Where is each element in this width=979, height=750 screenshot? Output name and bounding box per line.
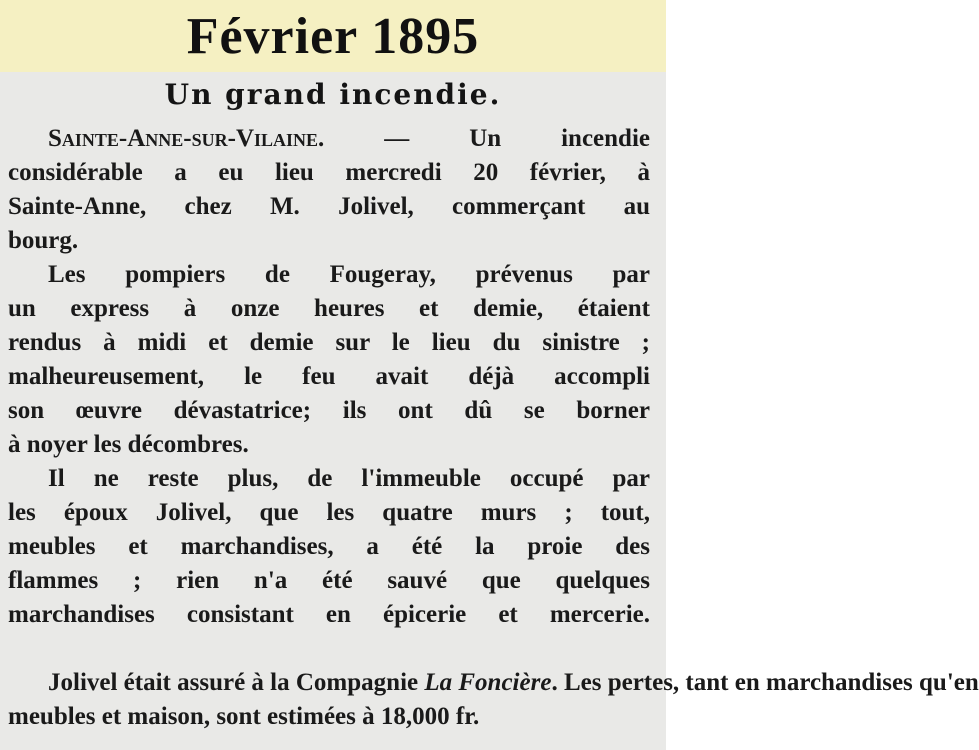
article-headline: Un grand incendie. — [164, 78, 502, 111]
article-line: meubles et maison, sont estimées à 18,000 fr. — [8, 703, 480, 730]
article-line: Sainte-Anne, chez M. Jolivel, commerçant au — [8, 193, 650, 220]
article-line: son œuvre dévastatrice; ils ont dû se borner — [8, 397, 650, 424]
article-line: considérable a eu lieu mercredi 20 février, à — [8, 159, 650, 186]
article-line: meubles et marchandises, a été la proie des — [8, 533, 650, 560]
article-dateline: Sainte-Anne-sur-Vilaine. — [48, 125, 325, 152]
article-line: Il ne reste plus, de l'immeuble occupé par — [48, 465, 650, 492]
article-line: un express à onze heures et demie, étaient — [8, 295, 650, 322]
article-line: malheureusement, le feu avait déjà accompli — [8, 363, 650, 390]
article-line: Les pompiers de Fougeray, prévenus par — [48, 261, 650, 288]
article-line: bourg. — [8, 227, 79, 254]
article-line: flammes ; rien n'a été sauvé que quelques — [8, 567, 650, 594]
article-line: rendus à midi et demie sur le lieu du sinistre ; — [8, 329, 650, 356]
article-line: Jolivel était assuré à la Compagnie La Foncière. Les pertes, tant en marchandises qu'en — [48, 669, 979, 696]
article-line: marchandises consistant en épicerie et mercerie. — [8, 601, 650, 628]
article-line: les époux Jolivel, que les quatre murs ; tout, — [8, 499, 650, 526]
article-line: Sainte-Anne-sur-Vilaine. — Un incendie — [48, 125, 650, 152]
banner — [0, 0, 666, 72]
company-name: La Foncière — [424, 669, 552, 696]
banner-title: Février 1895 — [186, 7, 480, 65]
article-line: à noyer les décombres. — [8, 431, 249, 458]
newspaper-clipping — [0, 72, 979, 750]
